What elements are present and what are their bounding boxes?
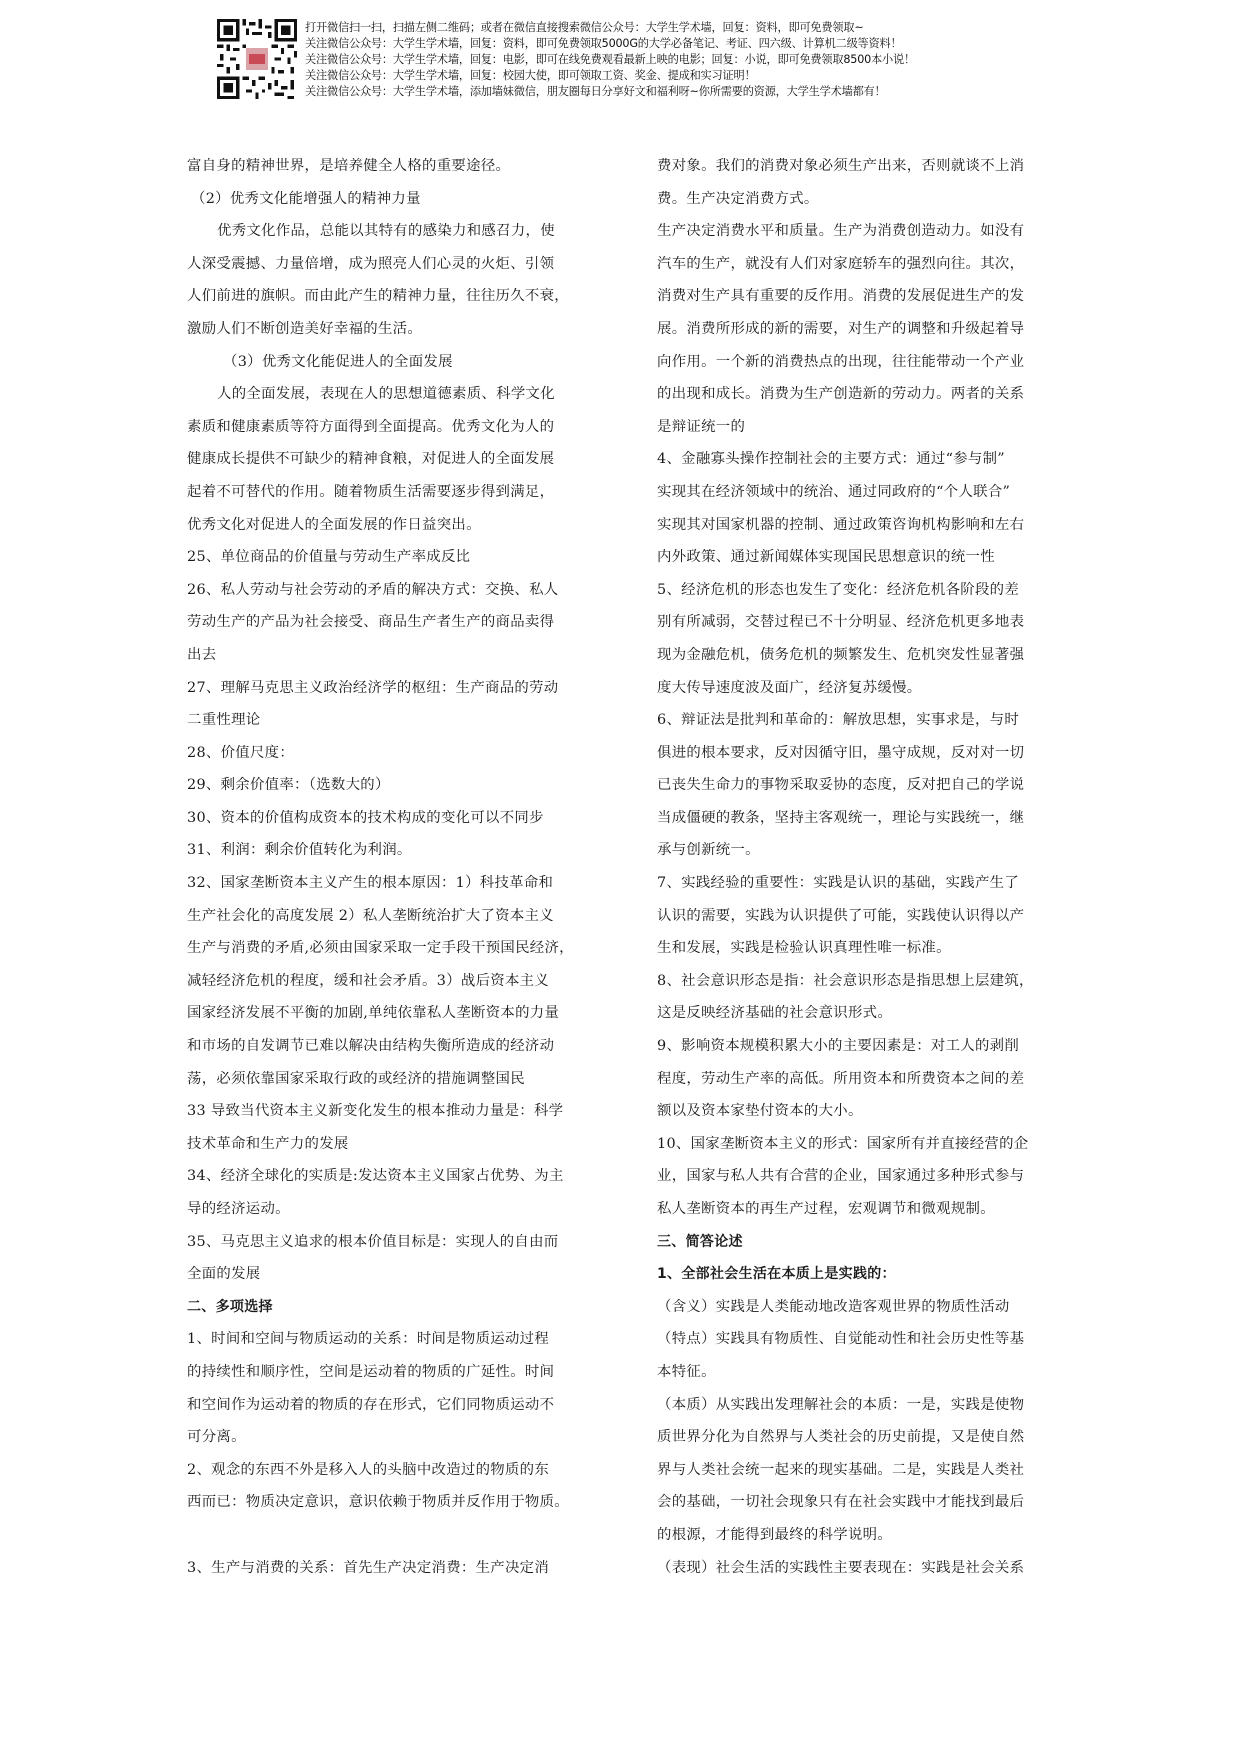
text-line: 荡，必须依靠国家采取行政的或经济的措施调整国民 xyxy=(187,1070,525,1087)
text-line: 的出现和成长。消费为生产创造新的劳动力。两者的关系 xyxy=(657,386,1025,403)
text-line: 30、资本的价值构成资本的技术构成的变化可以不同步 xyxy=(187,809,544,826)
text-line: 费。生产决定消费方式。 xyxy=(657,190,819,207)
section-heading: 1、全部社会生活在本质上是实践的： xyxy=(657,1266,896,1283)
promo-line: 关注微信公众号：大学生学术墙，回复：校园大使，即可领取工资、奖金、提成和实习证明！ xyxy=(305,69,756,82)
text-line: 4、金融寡头操作控制社会的主要方式：通过“参与制” xyxy=(657,451,1005,468)
text-line: 向作用。一个新的消费热点的出现，往往能带动一个产业 xyxy=(657,353,1025,370)
text-line: 汽车的生产，就没有人们对家庭轿车的强烈向往。其次， xyxy=(657,255,1025,272)
text-line: 28、价值尺度： xyxy=(187,744,295,761)
text-line: 27、理解马克思主义政治经济学的枢纽：生产商品的劳动 xyxy=(187,679,559,696)
text-line: 和空间作为运动着的物质的存在形式，它们同物质运动不 xyxy=(187,1396,555,1413)
text-line: 度大传导速度波及面广，经济复苏缓慢。 xyxy=(657,679,922,696)
right-column xyxy=(657,150,1067,1584)
text-line: 减轻经济危机的程度，缓和社会矛盾。3）战后资本主义 xyxy=(187,972,550,989)
text-line: 会的基础，一切社会现象只有在社会实践中才能找到最后 xyxy=(657,1494,1025,1511)
text-line: 实现其对国家机器的控制、通过政策咨询机构影响和左右 xyxy=(657,516,1025,533)
text-line: （3）优秀文化能促进人的全面发展 xyxy=(223,353,453,370)
text-line: 29、剩余价值率：（选数大的） xyxy=(187,777,390,794)
text-line: 10、国家垄断资本主义的形式：国家所有并直接经营的企 xyxy=(657,1135,1029,1152)
text-line: 导的经济运动。 xyxy=(187,1201,290,1217)
text-line: 和市场的自发调节已难以解决由结构失衡所造成的经济动 xyxy=(187,1038,555,1055)
text-line: 生产决定消费水平和质量。生产为消费创造动力。如没有 xyxy=(657,223,1025,240)
text-line: 31、利润：剩余价值转化为利润。 xyxy=(187,842,412,859)
text-line: 人深受震撼、力量倍增，成为照亮人们心灵的火炬、引领 xyxy=(187,255,555,272)
section-heading: 三、简答论述 xyxy=(657,1233,743,1250)
text-line: 生和发展，实践是检验认识真理性唯一标准。 xyxy=(657,940,951,957)
text-line: 认识的需要，实践为认识提供了可能，实践使认识得以产 xyxy=(657,907,1025,924)
text-line: 2、观念的东西不外是移入人的头脑中改造过的物质的东 xyxy=(187,1461,550,1478)
text-line: 质世界分化为自然界与人类社会的历史前提，又是使自然 xyxy=(657,1429,1025,1446)
promo-line: 关注微信公众号：大学生学术墙，回复：资料，即可免费领取5000G的大学必备笔记、考证、四六级、计算机二级等资料！ xyxy=(305,37,902,50)
text-line: 富自身的精神世界，是培养健全人格的重要途径。 xyxy=(187,158,511,174)
text-line: 34、经济全球化的实质是:发达资本主义国家占优势、为主 xyxy=(187,1168,564,1185)
text-line: 程度，劳动生产率的高低。所用资本和所费资本之间的差 xyxy=(657,1070,1025,1087)
text-line: （表现）社会生活的实践性主要表现在：实践是社会关系 xyxy=(657,1559,1025,1576)
text-line: 26、私人劳动与社会劳动的矛盾的解决方式：交换、私人 xyxy=(187,581,559,598)
text-line: 的根源，才能得到最终的科学说明。 xyxy=(657,1526,893,1543)
text-line: 人的全面发展，表现在人的思想道德素质、科学文化 xyxy=(217,386,555,403)
text-line: 西而已：物质决定意识，意识依赖于物质并反作用于物质。 xyxy=(187,1494,569,1511)
text-line: （2）优秀文化能增强人的精神力量 xyxy=(191,190,421,207)
text-line: 全面的发展 xyxy=(187,1266,261,1283)
text-line: 优秀文化作品，总能以其特有的感染力和感召力，使 xyxy=(217,223,555,240)
left-column xyxy=(187,150,597,1584)
text-line: 1、时间和空间与物质运动的关系：时间是物质运动过程 xyxy=(187,1331,550,1348)
text-line: 25、单位商品的价值量与劳动生产率成反比 xyxy=(187,549,471,566)
qr-code-icon xyxy=(217,19,297,99)
section-heading: 二、多项选择 xyxy=(187,1298,273,1315)
text-line: 国家经济发展不平衡的加剧,单纯依靠私人垄断资本的力量 xyxy=(187,1005,560,1022)
text-line: 消费对生产具有重要的反作用。消费的发展促进生产的发 xyxy=(657,288,1025,305)
text-line: 别有所减弱，交替过程已不十分明显、经济危机更多地表 xyxy=(657,614,1025,631)
text-line: 是辩证统一的 xyxy=(657,418,746,435)
text-line: 业，国家与私人共有合营的企业，国家通过多种形式参与 xyxy=(657,1168,1025,1185)
text-line: 劳动生产的产品为社会接受、商品生产者生产的商品卖得 xyxy=(187,614,555,631)
text-line: 实现其在经济领域中的统治、通过同政府的“个人联合” xyxy=(657,483,1011,500)
text-line: 私人垄断资本的再生产过程，宏观调节和微观规制。 xyxy=(657,1201,995,1217)
text-line: 人们前进的旗帜。而由此产生的精神力量，往往历久不衰， xyxy=(187,288,569,305)
text-line: 出去 xyxy=(187,646,217,663)
promo-header xyxy=(217,19,937,103)
text-line: 8、社会意识形态是指：社会意识形态是指思想上层建筑， xyxy=(657,972,1034,989)
text-line: 健康成长提供不可缺少的精神食粮，对促进人的全面发展 xyxy=(187,451,555,468)
text-line: 激励人们不断创造美好幸福的生活。 xyxy=(187,320,423,337)
text-line: 界与人类社会统一起来的现实基础。二是，实践是人类社 xyxy=(657,1461,1025,1478)
promo-line: 关注微信公众号：大学生学术墙，添加墙妹微信，朋友圈每日分享好文和福利呀~你所需要的资源，大学生学术墙都有！ xyxy=(305,85,886,98)
text-line: 这是反映经济基础的社会意识形式。 xyxy=(657,1005,893,1022)
text-line: 内外政策、通过新闻媒体实现国民思想意识的统一性 xyxy=(657,549,995,566)
text-line: 32、国家垄断资本主义产生的根本原因：1）科技革命和 xyxy=(187,875,554,892)
text-line: 技术革命和生产力的发展 xyxy=(187,1135,349,1152)
text-line: 已丧失生命力的事物采取妥协的态度，反对把自己的学说 xyxy=(657,777,1025,794)
text-line: 承与创新统一。 xyxy=(657,842,760,859)
text-line: 3、生产与消费的关系：首先生产决定消费：生产决定消 xyxy=(187,1559,550,1576)
text-line: 35、马克思主义追求的根本价值目标是：实现人的自由而 xyxy=(187,1233,559,1250)
text-line: 展。消费所形成的新的需要，对生产的调整和升级起着导 xyxy=(657,320,1025,337)
text-line: 本特征。 xyxy=(657,1363,716,1380)
text-line: 二重性理论 xyxy=(187,712,261,729)
text-line: 生产社会化的高度发展 2）私人垄断统治扩大了资本主义 xyxy=(187,907,554,924)
text-line: 可分离。 xyxy=(187,1429,246,1446)
text-line: 33 导致当代资本主义新变化发生的根本推动力量是：科学 xyxy=(187,1103,564,1120)
promo-text xyxy=(305,20,945,100)
text-line: 素质和健康素质等符方面得到全面提高。优秀文化为人的 xyxy=(187,418,555,435)
text-line: （本质）从实践出发理解社会的本质：一是，实践是使物 xyxy=(657,1396,1025,1413)
promo-line: 打开微信扫一扫，扫描左侧二维码；或者在微信直接搜索微信公众号：大学生学术墙，回复：资料，即可免费领取~ xyxy=(305,21,864,34)
text-line: 现为金融危机，债务危机的频繁发生、危机突发性显著强 xyxy=(657,646,1025,663)
text-line: 俱进的根本要求，反对因循守旧，墨守成规，反对对一切 xyxy=(657,744,1025,761)
text-line: 9、影响资本规模积累大小的主要因素是：对工人的剥削 xyxy=(657,1038,1020,1055)
text-line: 生产与消费的矛盾,必须由国家采取一定手段干预国民经济， xyxy=(187,940,574,957)
text-line: 费对象。我们的消费对象必须生产出来，否则就谈不上消 xyxy=(657,158,1025,174)
blank-line xyxy=(187,1519,597,1552)
text-line: 当成僵硬的教条，坚持主客观统一，理论与实践统一，继 xyxy=(657,809,1025,826)
text-line: 5、经济危机的形态也发生了变化：经济危机各阶段的差 xyxy=(657,581,1020,598)
text-line: （特点）实践具有物质性、自觉能动性和社会历史性等基 xyxy=(657,1331,1025,1348)
text-line: 6、辩证法是批判和革命的：解放思想，实事求是，与时 xyxy=(657,712,1020,729)
text-line: 7、实践经验的重要性：实践是认识的基础，实践产生了 xyxy=(657,875,1020,892)
text-line: 额以及资本家垫付资本的大小。 xyxy=(657,1103,863,1120)
text-line: 起着不可替代的作用。随着物质生活需要逐步得到满足， xyxy=(187,483,555,500)
text-line: 优秀文化对促进人的全面发展的作日益突出。 xyxy=(187,516,481,533)
text-line: （含义）实践是人类能动地改造客观世界的物质性活动 xyxy=(657,1298,1010,1315)
promo-line: 关注微信公众号：大学生学术墙，回复：电影，即可在线免费观看最新上映的电影；回复：小说，即可免费领取8500本小说！ xyxy=(305,53,916,66)
text-line: 的持续性和顺序性，空间是运动着的物质的广延性。时间 xyxy=(187,1363,555,1380)
